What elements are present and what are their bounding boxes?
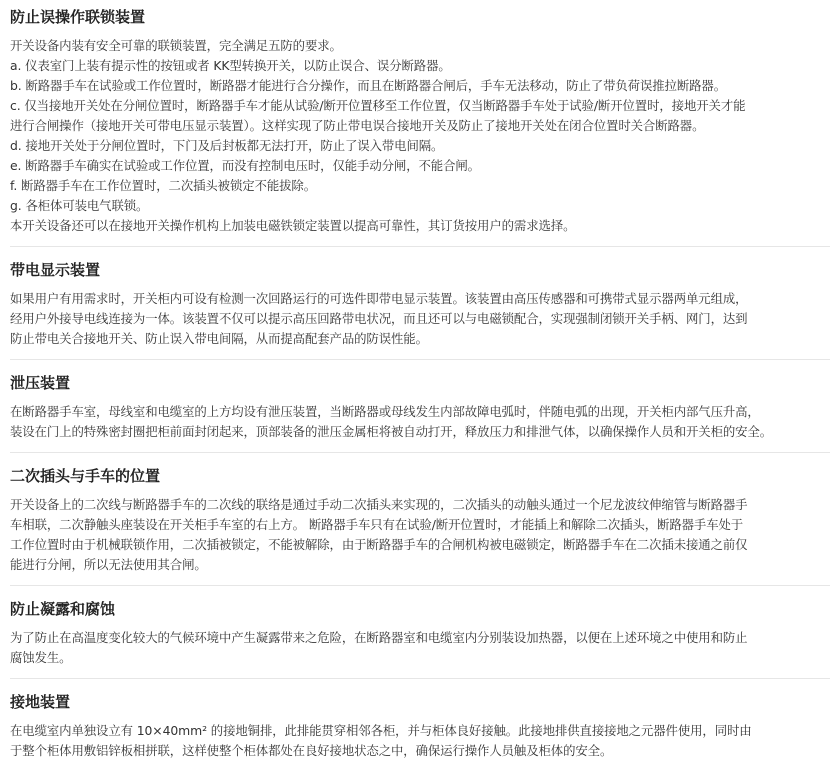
paragraph-line: 经用户外接导电线连接为一体。该装置不仅可以提示高压回路带电状况，而且还可以与电磁锁配合，实现强制闭锁开关手柄、网门，达到 [10, 311, 748, 326]
section-title: 防止凝露和腐蚀 [10, 600, 116, 618]
paragraph-line: 为了防止在高温度变化较大的气候环境中产生凝露带来之危险，在断路器室和电缆室内分别装设加热器，以便在上述环境之中使用和防止 [10, 630, 748, 645]
paragraph-line: 进行合闸操作（接地开关可带电压显示装置）。这样实现了防止带电误合接地开关及防止了接地开关处在闭合位置时关合断路器。 [10, 118, 705, 133]
paragraph-line: 腐蚀发生。 [10, 650, 72, 665]
section-title: 接地装置 [10, 693, 71, 711]
paragraph-line: 工作位置时由于机械联锁作用，二次插被锁定，不能被解除，由于断路器手车的合闸机构被电磁锁定，断路器手车在二次插未接通之前仅 [10, 537, 748, 552]
section-live-display [10, 259, 830, 360]
paragraph-line: 在断路器手车室，母线室和电缆室的上方均设有泄压装置，当断路器或母线发生内部故障电弧时，伴随电弧的出现，开关柜内部气压升高， [10, 404, 760, 419]
paragraph-line: 本开关设备还可以在接地开关操作机构上加装电磁铁锁定装置以提高可靠性，其订货按用户的需求选择。 [10, 218, 576, 233]
section-title: 泄压装置 [10, 374, 71, 392]
paragraph-line: 能进行分闸，所以无法使用其合闸。 [10, 557, 207, 572]
section-secondary-plug [10, 465, 830, 586]
paragraph-line: 防止带电关合接地开关、防止误入带电间隔，从而提高配套产品的防误性能。 [10, 331, 428, 346]
paragraph-line: e. 断路器手车确实在试验或工作位置，而没有控制电压时，仅能手动分闸，不能合闸。 [10, 158, 480, 173]
paragraph-line: g. 各柜体可装电气联锁。 [10, 198, 149, 213]
paragraph-line: 开关设备上的二次线与断路器手车的二次线的联络是通过手动二次插头来实现的，二次插头的动触头通过一个尼龙波纹伸缩管与断路器手 [10, 497, 748, 512]
section-anti-condensation [10, 598, 830, 679]
section-title: 带电显示装置 [10, 261, 101, 279]
paragraph-line: d. 接地开关处于分闸位置时，下门及后封板都无法打开，防止了误入带电间隔。 [10, 138, 444, 153]
paragraph-line: a. 仪表室门上装有提示性的按钮或者 KK型转换开关，以防止误合、误分断路器。 [10, 58, 451, 73]
paragraph-line: 装设在门上的特殊密封圈把柜前面封闭起来，顶部装备的泄压金属柜将被自动打开，释放压力和排泄气体，以确保操作人员和开关柜的安全。 [10, 424, 773, 439]
section-title: 防止误操作联锁装置 [10, 8, 146, 26]
paragraph-line: f. 断路器手车在工作位置时，二次插头被锁定不能拔除。 [10, 178, 317, 193]
paragraph-line: 车相联，二次静触头座装设在开关柜手车室的右上方。 断路器手车只有在试验/断开位置时，才能插上和解除二次插头，断路器手车处于 [10, 517, 744, 532]
section-grounding [10, 691, 830, 771]
section-title: 二次插头与手车的位置 [10, 467, 161, 485]
section-interlock [10, 6, 830, 247]
paragraph-line: 于整个柜体用敷铝锌板相拼联，这样使整个柜体都处在良好接地状态之中，确保运行操作人员触及柜体的安全。 [10, 743, 613, 758]
paragraph-line: 如果用户有用需求时，开关柜内可设有检测一次回路运行的可选件即带电显示装置。该装置由高压传感器和可携带式显示器两单元组成， [10, 291, 748, 306]
paragraph-line: 在电缆室内单独设立有 10×40mm² 的接地铜排，此排能贯穿相邻各柜，并与柜体良好接触。此接地排供直接接地之元器件使用，同时由 [10, 723, 752, 738]
paragraph-line: b. 断路器手车在试验或工作位置时，断路器才能进行合分操作，而且在断路器合闸后，手车无法移动，防止了带负荷误推拉断路器。 [10, 78, 727, 93]
paragraph-line: 开关设备内装有安全可靠的联锁装置，完全满足五防的要求。 [10, 38, 342, 53]
paragraph-line: c. 仅当接地开关处在分闸位置时，断路器手车才能从试验/断开位置移至工作位置，仅当断路器手车处于试验/断开位置时，接地开关才能 [10, 98, 746, 113]
section-pressure-relief [10, 372, 830, 453]
